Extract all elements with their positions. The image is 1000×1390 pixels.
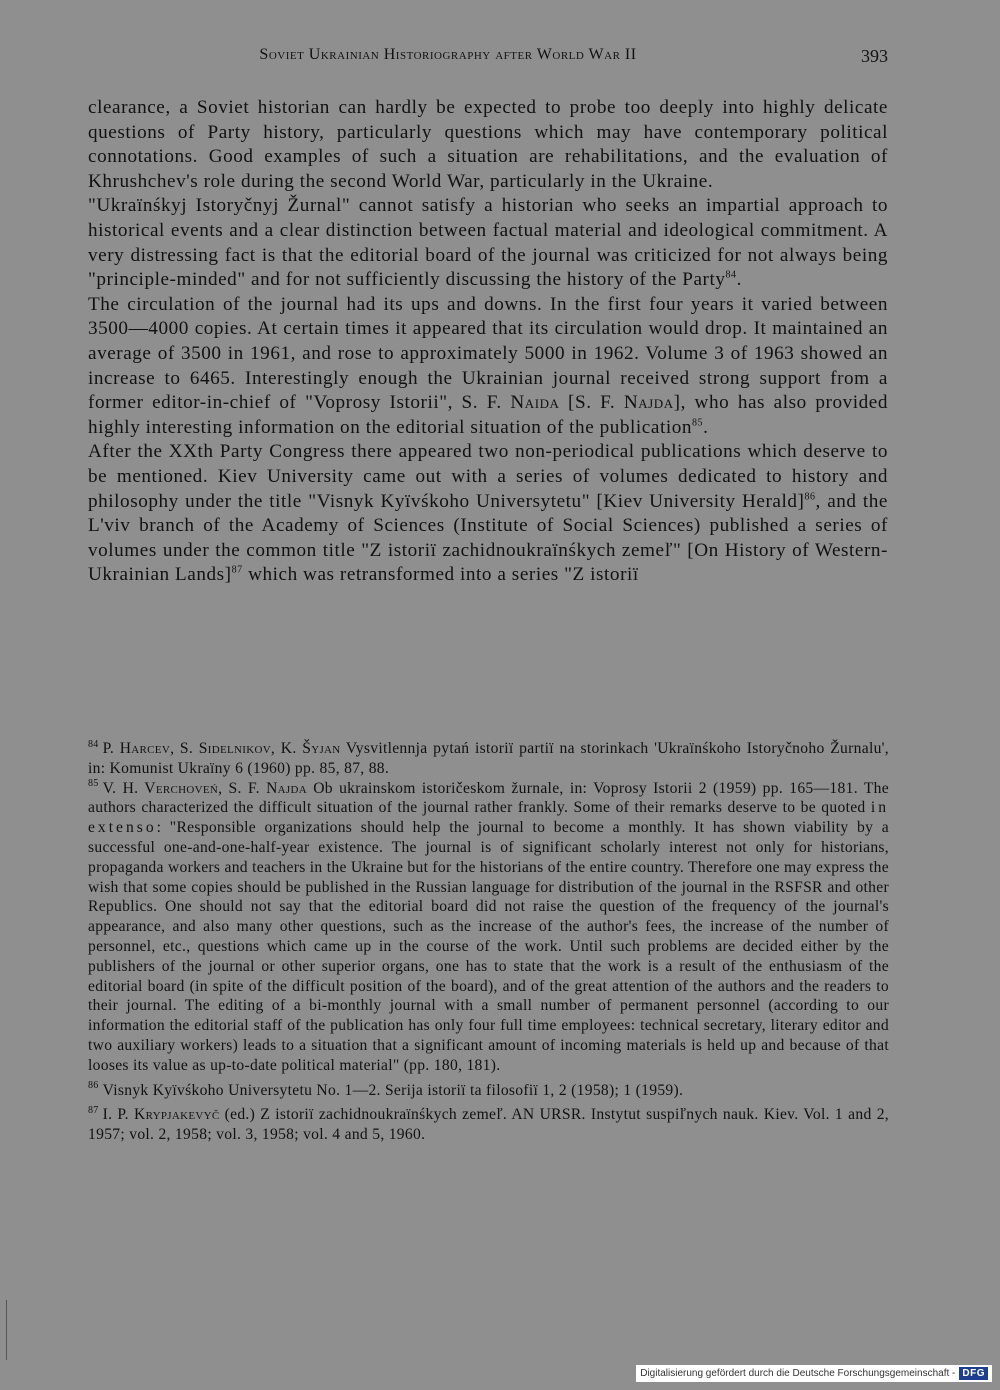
footnote-number: 86 bbox=[88, 1080, 99, 1092]
paragraph-3-end: . bbox=[703, 416, 709, 438]
digitization-credit bbox=[636, 1365, 992, 1382]
footnote-author: I. P. Krypjakevyč bbox=[102, 1106, 220, 1124]
footnote-text: Visnyk Kyïvśkoho Universytetu No. 1—2. Serija istoriï ta filosofiï 1, 2 (1958); 1 (1959). bbox=[102, 1081, 684, 1099]
footnote-ref-85[interactable]: 85 bbox=[692, 417, 704, 429]
footnotes bbox=[88, 739, 889, 1145]
author-najda: Najda bbox=[623, 392, 674, 414]
paragraph-4-text-c: which was retransformed into a series "Z istoriï bbox=[242, 564, 639, 586]
scan-margin-line bbox=[6, 1300, 7, 1360]
running-head bbox=[88, 46, 888, 72]
paragraph-1: clearance, a Soviet historian can hardly be expected to probe too deeply into highly delicate questions of Party history, particularly questions which may have contemporary political connotations. Good examples of such a situation are rehabilitations, and the evaluation of Khrushchev's role during the second World War, particularly in the Ukraine. bbox=[88, 97, 888, 192]
footnote-emphasis: in extenso bbox=[88, 799, 889, 837]
paragraph-2 bbox=[88, 194, 888, 292]
footnote-84 bbox=[88, 739, 889, 779]
footnote-ref-87[interactable]: 87 bbox=[231, 564, 243, 576]
footnote-author: V. H. Verchoveń bbox=[102, 779, 219, 797]
footnote-author: Najda bbox=[266, 779, 307, 797]
credit-text: Digitalisierung gefördert durch die Deutsche Forschungsgemeinschaft - bbox=[640, 1368, 956, 1379]
footnote-number: 87 bbox=[88, 1105, 99, 1117]
footnote-ref-84[interactable]: 84 bbox=[725, 269, 737, 281]
paragraph-4-text-b: , and the L'viv branch of the Academy of Sciences (Institute of Social Sciences) published a series of volumes under the common title "Z istoriï zachidnoukraïnśkych zemeľ" [On History of Western-Ukrainian Lands] bbox=[88, 490, 888, 586]
footnote-text: Vysvitlennja pytań istoriï partiï na storinkach 'Ukraïnśkoho Istoryčnoho Žurnalu', in: Komunist Ukraïny 6 (1960) pp. 85, 87, 88. bbox=[88, 740, 889, 777]
main-text bbox=[88, 96, 888, 588]
dfg-logo-icon[interactable]: DFG bbox=[959, 1367, 988, 1380]
footnote-authors: P. Harcev, S. Sidelnikov, K. Šyjan bbox=[102, 740, 341, 757]
footnote-text: (ed.) Z istoriï zachidnoukraïnśkych zemeľ. AN URSR. Instytut suspiľnych nauk. Kiev. Vol. 1 and 2, 1957; vol. 2, 1958; vol. 3, 1958; vol. 4 and 5, 1960. bbox=[88, 1106, 889, 1144]
footnote-85 bbox=[88, 779, 889, 1076]
footnote-text: , S. F. bbox=[218, 779, 267, 797]
footnote-87 bbox=[88, 1105, 889, 1145]
paragraph-3 bbox=[88, 293, 888, 441]
page-number: 393 bbox=[861, 46, 888, 66]
paragraph-4 bbox=[88, 440, 888, 588]
author-naida: Naida bbox=[510, 392, 560, 414]
footnote-number: 84 bbox=[88, 738, 99, 750]
footnote-text: : "Responsible organizations should help the journal to become a monthly. It has shown viability by a successful one-and-one-half-year existence. The journal is of significant scholarly interest not only for historians, propaganda workers and teachers in the Ukraine but for the historians of the entire country. Therefore one may express the wish that some copies should be published in the Russian language for distribution of the journal in the RSFSR and other Republics. One should not say that the editorial board did not raise the question of the frequency of the journal's appearance, and also many other questions, such as the increase of the author's fees, the increase of the number of personnel, etc., questions which came up in the course of the work. Until such problems are decided either by the publishers of the journal or other superior organs, one has to state that the work is a result of the enthusiasm of the editorial board (in spite of the difficult position of the board), and of the great attention of the authors and the readers to their journal. The editing of a bi-monthly journal with a small number of permanent personnel (according to our information the editorial staff of the publication has only four full time employees: technical secretary, literary editor and two auxiliary workers) leads to a situation that a significant amount of incoming materials is held up and because of that looses its value as up-to-date political material" (pp. 180, 181). bbox=[88, 819, 889, 1074]
footnote-number: 85 bbox=[88, 778, 99, 790]
paragraph-3-text: The circulation of the journal had its ups and downs. In the first four years it varied between 3500—4000 copies. At certain times it appeared that its circulation would drop. It maintained an average of 3500 in 1961, and rose to approximately 5000 in 1962. Volume 3 of 1963 showed an increase to 6465. Interestingly enough the Ukrainian journal received strong support from a former editor-in-chief of "Voprosy Istorii", S. F. bbox=[88, 293, 888, 414]
paragraph-3-text-c: ], who has also provided highly interesting information on the editorial situation of the publication bbox=[88, 392, 888, 438]
paragraph-4-text: After the XXth Party Congress there appeared two non-periodical publications which deserve to be mentioned. Kiev University came out with a series of volumes dedicated to history and philosophy under the title "Visnyk Kyïvśkoho Universytetu" [Kiev University Herald] bbox=[88, 441, 888, 512]
footnote-ref-86[interactable]: 86 bbox=[804, 491, 816, 503]
paragraph-3-text-b: [S. F. bbox=[559, 392, 624, 414]
running-title: Soviet Ukrainian Historiography after World War II bbox=[259, 46, 637, 63]
footnote-86 bbox=[88, 1081, 889, 1101]
footnote-text: Ob ukrainskom istoričeskom žurnale, in: Voprosy Istorii 2 (1959) pp. 165—181. The authors characterized the difficult situation of the journal rather frankly. Some of their remarks deserve to be quoted bbox=[88, 779, 889, 817]
paragraph-2-end: . bbox=[736, 269, 742, 291]
paragraph-2-text: "Ukraïnśkyj Istoryčnyj Žurnal" cannot satisfy a historian who seeks an impartial approach to historical events and a clear distinction between factual material and ideological commitment. A very distressing fact is that the editorial board of the journal was criticized for not always being "principle-minded" and for not sufficiently discussing the history of the Party bbox=[88, 195, 888, 291]
